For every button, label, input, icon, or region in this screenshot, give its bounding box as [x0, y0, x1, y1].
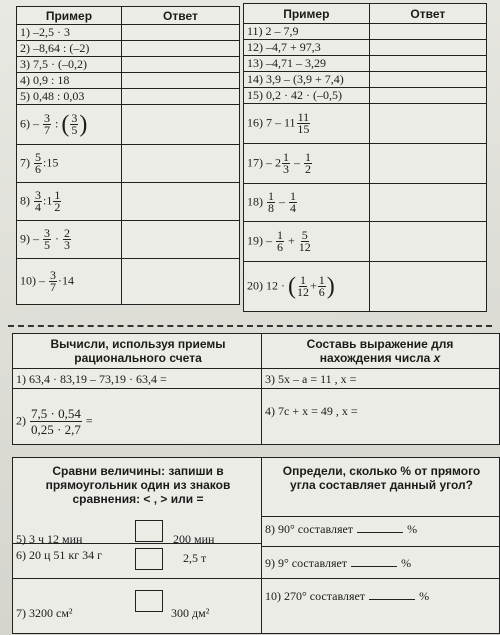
right-header-text: Составь выражение для нахождения числа [306, 337, 454, 365]
question-4: 4) 7c + x = 49 , x = [265, 404, 358, 418]
fraction [53, 190, 61, 213]
divider [13, 388, 499, 389]
q9 [265, 556, 411, 571]
paren-close: ) [326, 273, 335, 300]
label: 8) [20, 193, 30, 208]
sign: – [39, 273, 45, 288]
q6-left: 6) 20 ц 51 кг 34 г [16, 548, 103, 562]
left-header: Сравни величины: запиши в прямоугольник один из знаков сравнения: < , > или = [45, 464, 231, 506]
example-12: 12) –4,7 + 97,3 [244, 40, 370, 56]
op: :1 [43, 193, 53, 208]
num: 1 [54, 188, 61, 202]
example-16 [244, 104, 370, 144]
fraction [34, 152, 42, 175]
fraction [30, 406, 82, 437]
num: 1 [300, 273, 306, 287]
label: 9) [20, 231, 30, 246]
den: 12 [298, 240, 311, 254]
num: 1 [283, 150, 289, 164]
den: 5 [44, 238, 50, 252]
num: 2 [64, 226, 70, 240]
example-13: 13) –4,71 – 3,29 [244, 56, 370, 72]
label: 20) [247, 278, 263, 293]
op: · [55, 231, 59, 246]
den: 15 [297, 122, 310, 136]
num: 5 [35, 150, 41, 164]
answer-cell[interactable] [369, 24, 486, 40]
header-example: Пример [17, 7, 122, 25]
pre: 12 · [266, 278, 285, 293]
num: 3 [50, 268, 56, 282]
rest: ·14 [58, 273, 74, 288]
den: 6 [35, 162, 41, 176]
divider [13, 368, 499, 369]
fraction [70, 113, 78, 136]
den: 0,25 · 2,7 [31, 422, 81, 437]
example-5: 5) 0,48 : 0,03 [17, 89, 122, 105]
example-18 [244, 184, 370, 222]
label: 6) [20, 116, 30, 131]
answer-cell[interactable] [121, 183, 239, 221]
example-2: 2) –8,64 : (–2) [17, 41, 122, 57]
percent: % [401, 556, 412, 570]
sign: – [33, 231, 39, 246]
example-7 [17, 145, 122, 183]
divider [261, 578, 499, 579]
num: 5 [301, 228, 308, 242]
answer-cell[interactable] [121, 145, 239, 183]
percent: % [419, 589, 430, 603]
answer-cell[interactable] [121, 105, 239, 145]
block-rational-and-expressions [12, 333, 500, 445]
compare-box-7[interactable] [135, 590, 163, 612]
header-answer: Ответ [369, 4, 486, 24]
q5-left: 5) 3 ч 12 мин [16, 532, 83, 546]
q5-right: 200 мин [173, 532, 215, 546]
label: 19) [247, 233, 263, 248]
fraction [299, 230, 311, 253]
num: 3 [44, 111, 50, 125]
answer-cell[interactable] [369, 72, 486, 88]
label: 10) [20, 273, 36, 288]
answer-cell[interactable] [369, 104, 486, 144]
compare-box-6[interactable] [135, 548, 163, 570]
op: – [279, 194, 285, 209]
q10-text: 10) 270° составляет [265, 589, 366, 603]
den: 8 [268, 201, 274, 215]
left-header: Вычисли, используя приемы рационального счета [50, 337, 226, 365]
num: 3 [44, 226, 50, 240]
answer-cell[interactable] [121, 57, 239, 73]
label: 17) [247, 155, 263, 170]
label: 18) [247, 194, 263, 209]
pre: 7 – 11 [266, 115, 296, 130]
header-example: Пример [244, 4, 370, 24]
label: 16) [247, 115, 263, 130]
fraction [267, 191, 275, 214]
example-8 [17, 183, 122, 221]
question-2 [16, 406, 93, 437]
den: 6 [277, 240, 283, 254]
answer-cell[interactable] [121, 73, 239, 89]
fraction [49, 270, 57, 293]
example-3: 3) 7,5 · (–0,2) [17, 57, 122, 73]
equals: = [85, 413, 93, 428]
answer-cell[interactable] [369, 40, 486, 56]
q6-right: 2,5 т [183, 551, 207, 565]
divider [261, 546, 499, 547]
example-10 [17, 259, 122, 305]
example-15: 15) 0,2 · 42 · (–0,5) [244, 88, 370, 104]
den: 3 [64, 238, 70, 252]
num: 3 [71, 111, 78, 125]
answer-blank[interactable] [369, 599, 415, 600]
fraction [43, 228, 51, 251]
fraction [63, 228, 71, 251]
den: 6 [318, 285, 325, 299]
answer-cell[interactable] [121, 25, 239, 41]
compare-box-5[interactable] [135, 520, 163, 542]
paren-close: ) [79, 111, 88, 138]
op: : [55, 116, 59, 131]
example-9 [17, 221, 122, 259]
example-19 [244, 222, 370, 262]
question-1: 1) 63,4 · 83,19 – 73,19 · 63,4 = [16, 372, 167, 386]
den: 4 [35, 200, 41, 214]
answer-cell[interactable] [121, 259, 239, 305]
q7-left: 7) 3200 см² [16, 606, 73, 620]
den: 2 [54, 200, 61, 214]
fraction [297, 275, 309, 298]
fraction [304, 152, 312, 175]
answer-cell[interactable] [369, 88, 486, 104]
example-17 [244, 144, 370, 184]
num: 1 [290, 189, 296, 203]
answer-cell[interactable] [369, 144, 486, 184]
fraction [282, 152, 290, 175]
den: 12 [297, 285, 309, 299]
fraction [34, 190, 42, 213]
cut-line [8, 325, 492, 327]
num: 1 [318, 273, 325, 287]
paren-open: ( [61, 111, 70, 138]
op: + [288, 233, 295, 248]
divider [13, 578, 261, 579]
example-20 [244, 262, 370, 312]
answer-cell[interactable] [121, 89, 239, 105]
op: – [294, 155, 300, 170]
num: 3 [35, 188, 41, 202]
right-header: Определи, сколько % от прямого угла составляет данный угол? [282, 464, 481, 492]
num: 1 [305, 150, 311, 164]
paren-open: ( [288, 273, 296, 300]
den: 7 [44, 123, 50, 137]
table-examples-left [16, 6, 240, 305]
block-compare-and-percent [12, 457, 500, 634]
q8-text: 8) 90° составляет [265, 522, 354, 536]
den: 2 [305, 162, 311, 176]
fraction [43, 113, 51, 136]
divider [261, 334, 262, 444]
q7-right: 300 дм² [171, 606, 210, 620]
q10 [265, 589, 429, 604]
right-header-var: x [433, 351, 441, 365]
header-answer: Ответ [121, 7, 239, 25]
q9-text: 9) 9° составляет [265, 556, 348, 570]
den: 7 [50, 280, 56, 294]
answer-cell[interactable] [369, 184, 486, 222]
question-3: 3) 5x – a = 11 , x = [265, 372, 357, 386]
num: 7,5 · 0,54 [31, 406, 81, 421]
op: + [310, 278, 317, 293]
num: 1 [268, 189, 274, 203]
percent: % [407, 522, 418, 536]
num: 11 [297, 110, 310, 124]
fraction [297, 112, 311, 135]
answer-cell[interactable] [121, 221, 239, 259]
answer-cell[interactable] [369, 262, 486, 312]
example-14: 14) 3,9 – (3,9 + 7,4) [244, 72, 370, 88]
example-6 [17, 105, 122, 145]
fraction [289, 191, 297, 214]
example-4: 4) 0,9 : 18 [17, 73, 122, 89]
num: 1 [277, 228, 283, 242]
divider [261, 516, 499, 517]
fraction [318, 275, 326, 298]
pre: – 2 [266, 155, 281, 170]
den: 5 [71, 123, 78, 137]
sign: – [266, 233, 272, 248]
den: 3 [283, 162, 289, 176]
right-header [275, 337, 485, 365]
answer-cell[interactable] [369, 222, 486, 262]
rest: :15 [43, 155, 59, 170]
sign: – [33, 116, 39, 131]
label: 7) [20, 155, 30, 170]
answer-blank[interactable] [351, 566, 397, 567]
fraction [276, 230, 284, 253]
table-examples-right [243, 3, 487, 312]
example-1: 1) –2,5 · 3 [17, 25, 122, 41]
q8 [265, 522, 417, 537]
answer-blank[interactable] [357, 532, 403, 533]
answer-cell[interactable] [121, 41, 239, 57]
example-11: 11) 2 – 7,9 [244, 24, 370, 40]
den: 4 [290, 201, 296, 215]
answer-cell[interactable] [369, 56, 486, 72]
label: 2) [16, 413, 26, 428]
